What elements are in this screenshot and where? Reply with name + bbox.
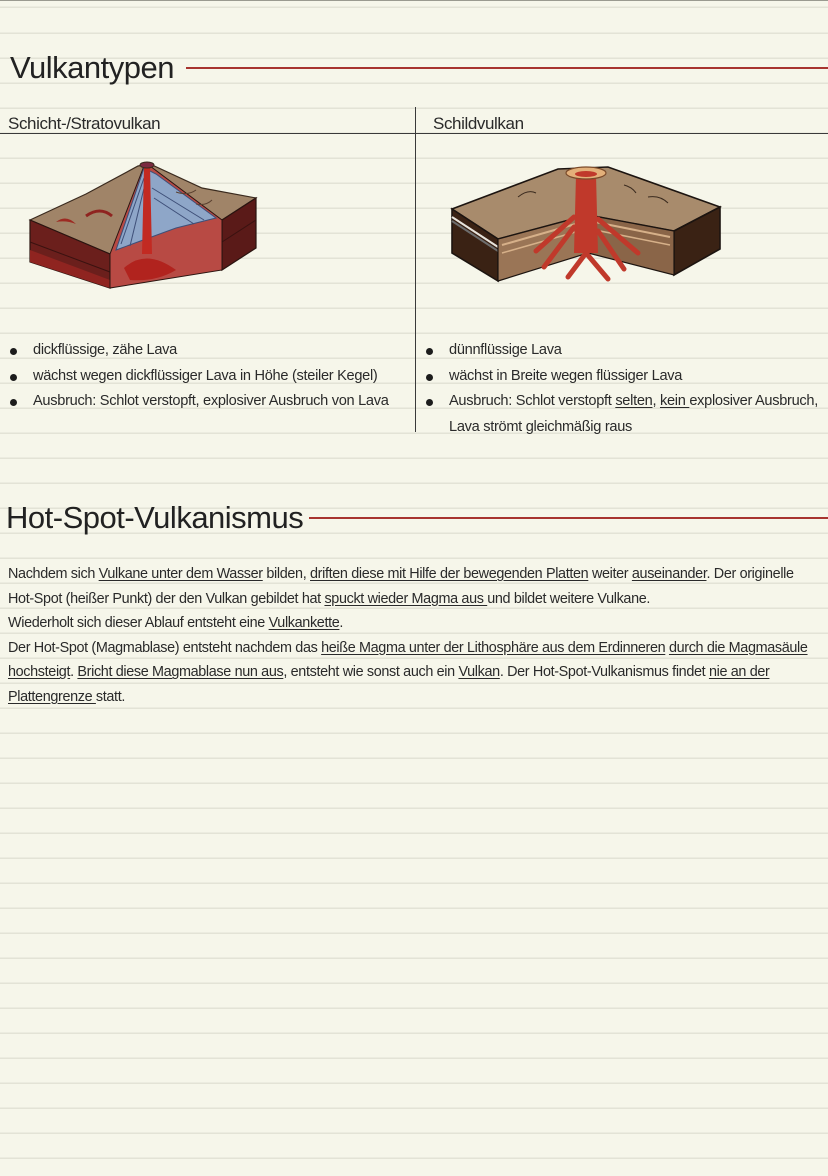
list-item: wächst wegen dickflüssiger Lava in Höhe (steiler Kegel): [6, 364, 389, 390]
paragraph: Wiederholt sich dieser Ablauf entsteht eine Vulkankette.: [8, 615, 344, 632]
paragraph: Nachdem sich Vulkane unter dem Wasser bilden, driften diese mit Hilfe der bewegenden Platten weiter auseinander. Der originelle Hot-Spot (heißer Punkt) der den Vulkan gebildet hat spuckt wieder Magma aus und bildet weitere Vulkane.: [8, 566, 794, 607]
table-header-divider: [0, 133, 828, 134]
list-item: Ausbruch: Schlot verstopft selten, kein explosiver Ausbruch, Lava strömt gleichmäßig raus: [422, 389, 818, 440]
column-header-schildvulkan: Schildvulkan: [433, 114, 524, 133]
list-item: dickflüssige, zähe Lava: [6, 338, 389, 364]
stratovulkan-bullets: [6, 338, 389, 415]
list-item: wächst in Breite wegen flüssiger Lava: [422, 364, 818, 390]
top-border: [0, 0, 828, 1]
section-heading-vulkantypen: [10, 50, 828, 86]
column-divider: [415, 107, 416, 432]
column-header-stratovulkan: Schicht-/Stratovulkan: [8, 114, 161, 133]
list-item: dünnflüssige Lava: [422, 338, 818, 364]
section-title: Vulkantypen: [10, 50, 174, 85]
section-heading-hot-spot: [6, 500, 828, 536]
list-item: Ausbruch: Schlot verstopft, explosiver Ausbruch von Lava: [6, 389, 389, 415]
stratovolcano-illustration: [26, 158, 258, 290]
hot-spot-text: [8, 562, 823, 710]
paragraph: Der Hot-Spot (Magmablase) entsteht nachdem das heiße Magma unter der Lithosphäre aus dem Erdinneren durch die Magmasäule hochsteigt. Bricht diese Magmablase nun aus, entsteht wie sonst auch ein Vulkan. Der Hot-Spot-Vulkanismus findet nie an der Plattengrenze statt.: [8, 639, 808, 705]
schildvulkan-bullets: [422, 338, 818, 440]
heading-rule: [309, 517, 828, 519]
section-title: Hot-Spot-Vulkanismus: [6, 500, 304, 535]
heading-rule: [186, 67, 828, 69]
shield-volcano-illustration: [448, 157, 724, 285]
